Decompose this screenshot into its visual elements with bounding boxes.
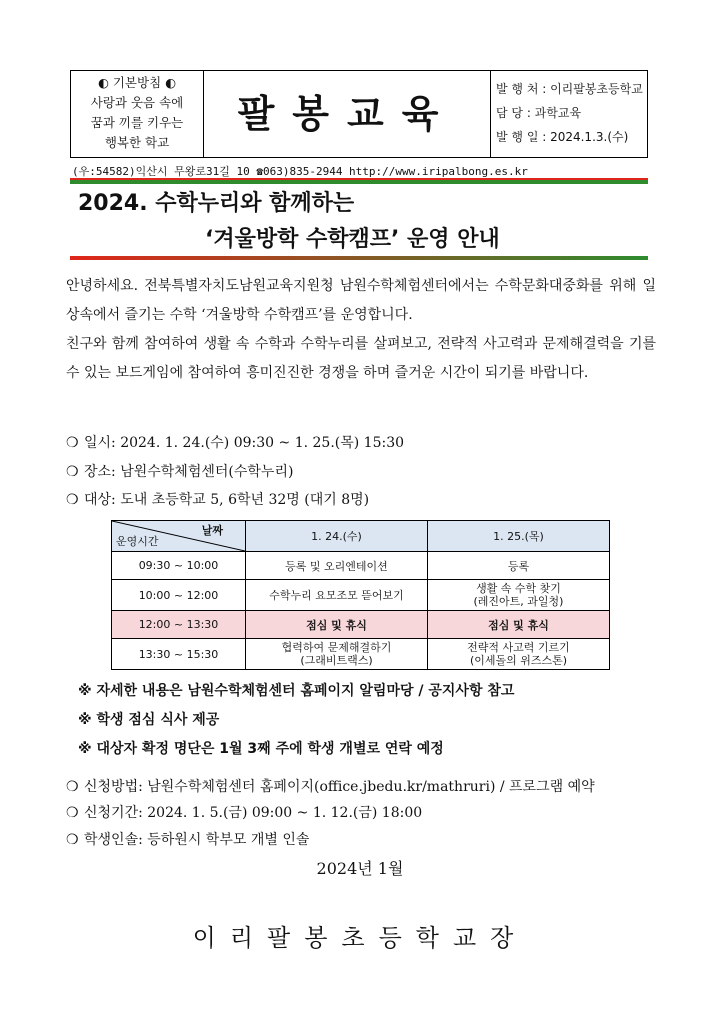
time-cell: 10:00 ~ 12:00 <box>112 580 246 611</box>
intro-paragraph-1 <box>66 272 656 330</box>
apply-period <box>66 802 422 822</box>
circle-bullet-icon: ❍ <box>66 779 79 795</box>
table-row <box>112 580 610 611</box>
circle-bullet-icon: ❍ <box>66 435 79 451</box>
activity-line: 협력하여 문제해결하기 <box>281 641 392 654</box>
student-pickup-text: 학생인솔: 등하원시 학부모 개별 인솔 <box>84 832 310 848</box>
activity-line: (이세돌의 위즈스톤) <box>469 654 568 667</box>
time-cell: 13:30 ~ 15:30 <box>112 639 246 670</box>
detail-place-text: 장소: 남원수학체험센터(수학누리) <box>84 464 294 480</box>
corner-label-time: 운영시간 <box>116 535 159 548</box>
publication-info <box>490 71 647 157</box>
table-corner-cell <box>112 521 246 552</box>
schedule-table <box>111 520 610 670</box>
issue-month: 2024년 1월 <box>316 859 404 878</box>
motto-line: 행복한 학교 <box>104 135 170 150</box>
issue-date: 발 행 일 : 2024.1.3.(수) <box>496 130 629 144</box>
activity-cell: 수학누리 요모조모 뜯어보기 <box>246 580 428 611</box>
school-motto <box>71 71 204 157</box>
newsletter-header <box>70 70 648 158</box>
activity-line: (그래비트랙스) <box>300 654 373 667</box>
table-header-row <box>112 521 610 552</box>
circle-bullet-icon: ❍ <box>66 805 79 821</box>
activity-cell: 등록 <box>428 552 610 580</box>
activity-cell: 등록 및 오리엔테이션 <box>246 552 428 580</box>
school-address: (우:54582)익산시 무왕로31길 10 ☎063)835-2944 http://www.iripalbong.es.kr <box>72 165 528 178</box>
table-row-lunch <box>112 611 610 639</box>
activity-line: 생활 속 수학 찾기 <box>476 582 561 595</box>
activity-cell <box>428 580 610 611</box>
student-pickup <box>66 829 309 849</box>
time-cell: 09:30 ~ 10:00 <box>112 552 246 580</box>
activity-line: (레진아트, 과일청) <box>473 595 564 608</box>
intro-text-2: 친구와 함께 참여하여 생활 속 수학과 수학누리를 살펴보고, 전략적 사고력과 문제해결력을 기를 수 있는 보드게임에 참여하여 흥미진진한 경쟁을 하며 즐거운 시간이 되기를 바랍니다. <box>66 336 656 381</box>
apply-period-text: 신청기간: 2024. 1. 5.(금) 09:00 ~ 1. 12.(금) 18:00 <box>84 805 423 821</box>
apply-method-text: 신청방법: 남원수학체험센터 홈페이지(office.jbedu.kr/mathruri) / 프로그램 예약 <box>84 779 595 795</box>
time-cell: 12:00 ~ 13:30 <box>112 611 246 639</box>
doc-title-line2: ‘겨울방학 수학캠프’ 운영 안내 <box>205 227 500 252</box>
department: 담 당 : 과학교육 <box>496 106 582 120</box>
circle-bullet-icon: ❍ <box>66 492 79 508</box>
note-item: ※ 학생 점심 식사 제공 <box>78 712 220 728</box>
detail-place <box>66 461 293 481</box>
activity-cell: 점심 및 휴식 <box>246 611 428 639</box>
motto-heading: ◐ 기본방침 ◐ <box>97 75 177 90</box>
intro-paragraph-2 <box>66 330 656 388</box>
day-header: 1. 24.(수) <box>246 521 428 552</box>
principal-signature: 이리팔봉초등학교장 <box>192 924 528 952</box>
corner-label-date: 날짜 <box>201 524 223 537</box>
circle-bullet-icon: ❍ <box>66 832 79 848</box>
detail-date <box>66 432 404 452</box>
note-item: ※ 자세한 내용은 남원수학체험센터 홈페이지 알림마당 / 공지사항 참고 <box>78 683 515 699</box>
activity-line: 전략적 사고력 기르기 <box>467 641 570 654</box>
day-header: 1. 25.(목) <box>428 521 610 552</box>
intro-text-1: 안녕하세요. 전북특별자치도남원교육지원청 남원수학체험센터에서는 수학문화대중화를 위해 일상속에서 즐기는 수학 ‘겨울방학 수학캠프’를 운영합니다. <box>66 278 656 323</box>
table-row <box>112 552 610 580</box>
activity-cell <box>246 639 428 670</box>
apply-method <box>66 776 595 796</box>
title-divider <box>70 256 648 260</box>
divider-green <box>70 180 648 184</box>
detail-target <box>66 489 369 509</box>
activity-cell: 점심 및 휴식 <box>428 611 610 639</box>
newsletter-title: 팔봉교육 <box>204 71 491 157</box>
circle-bullet-icon: ❍ <box>66 464 79 480</box>
motto-line: 사랑과 웃음 속에 <box>90 95 184 110</box>
detail-date-text: 일시: 2024. 1. 24.(수) 09:30 ~ 1. 25.(목) 15:30 <box>84 435 405 451</box>
activity-cell <box>428 639 610 670</box>
motto-line: 꿈과 끼를 키우는 <box>90 115 184 130</box>
publisher: 발 행 처 : 이리팔봉초등학교 <box>496 82 643 96</box>
doc-title-line1: 2024. 수학누리와 함께하는 <box>78 191 355 216</box>
table-row <box>112 639 610 670</box>
detail-target-text: 대상: 도내 초등학교 5, 6학년 32명 (대기 8명) <box>84 492 370 508</box>
note-item: ※ 대상자 확정 명단은 1월 3째 주에 학생 개별로 연락 예정 <box>78 741 444 757</box>
